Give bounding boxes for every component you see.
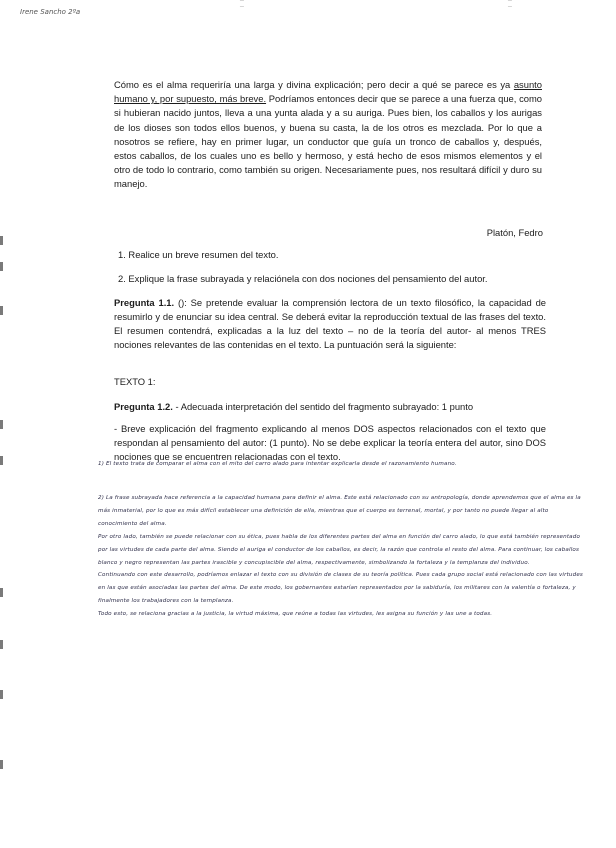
binder-holes [0,0,4,848]
question-2: 2. Explique la frase subrayada y relaciónela con dos nociones del pensamiento del autor. [118,273,488,284]
criteria-1-1-title: Pregunta 1.1. [114,297,175,308]
criteria-1-1 [114,296,546,352]
handwritten-answer-1 [98,458,584,471]
question-1: 1. Realice un breve resumen del texto. [118,249,279,260]
criteria-1-2-title: Pregunta 1.2. [114,401,173,412]
answer-1: 1) El texto trata de comparar el alma con el mito del carro alado para intentar explicarla desde el razonamiento humano. [98,461,457,467]
answer-2-paragraph: Continuando con este desarrollo, podríamos enlazar el texto con su división de clases de su teoría política. Pues cada grupo social está relacionado con las virtudes en las que están asociadas las partes del alma. De este modo, los gobernantes estarían representados por la sabiduría, los militares con la valentía o fortaleza, y finalmente los trabajadores con la templanza. [98,572,583,605]
criteria-1-2-text: - Adecuada interpretación del sentido del fragmento subrayado: 1 punto [172,401,474,412]
handwritten-answer-2 [98,492,584,621]
answer-2-paragraph: Todo esto, se relaciona gracias a la justicia, la virtud máxima, que reúne a todas las virtudes, les asigna su función y las une a todas. [98,611,493,618]
answer-2-paragraph: Por otro lado, también se puede relacionar con su ética, pues habla de los diferentes partes del alma en función del carro alado, lo que está también representado por las virtudes de cada parte del alma. Siendo el auriga el conductor de los caballos, es decir, la razón que controla el resto del alma. Para continuar, los caballos blanco y negro representan las partes irascible y concupiscible del alma, respectivamente, simbolizando la fortaleza y la templanza del individuo. [98,533,581,566]
student-name: Irene Sancho 2ºa [20,8,81,16]
passage-body: Podríamos entonces decir que se parece a una fuerza que, como si hubieran nacido juntos, lleva a una yunta alada y a su auriga. Pues bien, los caballos y los aurigas de los dioses son todos ellos buenos, y buena su casta, la de los otros es mezclada. Por lo que a nosotros se refiere, hay en primer lugar, un conductor que guía un tronco de caballos y, después, estos caballos, de los cuales uno es bello y hermoso, y está hecho de esos mismos elementos y el otro de todo lo contrario, como también su origen. Necesariamente pues, nos resultará difícil y duro su manejo. [114,93,542,190]
criteria-1-2-detail: - Breve explicación del fragmento explicando al menos DOS aspectos relacionados con el texto que respondan al pensamiento del autor: (1 punto). No se debe explicar la teoría entera del autor, sino DOS nociones que se encuentren relacionadas con el texto. [114,423,546,462]
passage-author: Platón, Fedro [486,227,543,238]
answer-2-paragraph: 2) La frase subrayada hace referencia a la capacidad humana para definir el alma. Este está relacionado con su antropología, donde aprendemos que el alma es la más inmaterial, por lo que es más difícil establecer una definición de ella, mientras que el cuerpo es terrenal, mortal, y por tanto no puede llegar al alto conocimiento del alma. [98,495,581,527]
scan-mark: ¯ ¯ [240,1,244,14]
source-passage [114,78,542,192]
scan-mark: ¯ ¯ [508,1,512,14]
underlined-phrase: asunto humano y, por supuesto, más breve. [114,79,542,105]
passage-intro: Cómo es el alma requeriría una larga y divina explicación; pero decir a qué se parece es ya [114,79,514,90]
criteria-1-1-text: (): Se pretende evaluar la comprensión lectora de un texto filosófico, la capacidad de resumirlo y de enunciar su idea central. Se deberá evitar la reproducción textual de las frases del texto. El resumen contendrá, explicadas a la luz del texto – no de la teoría del autor- al menos TRES nociones relevantes de las contenidas en el texto. La puntuación será la siguiente: [114,297,546,350]
criteria-1-2 [114,400,546,414]
texto-label: TEXTO 1: [114,376,156,387]
